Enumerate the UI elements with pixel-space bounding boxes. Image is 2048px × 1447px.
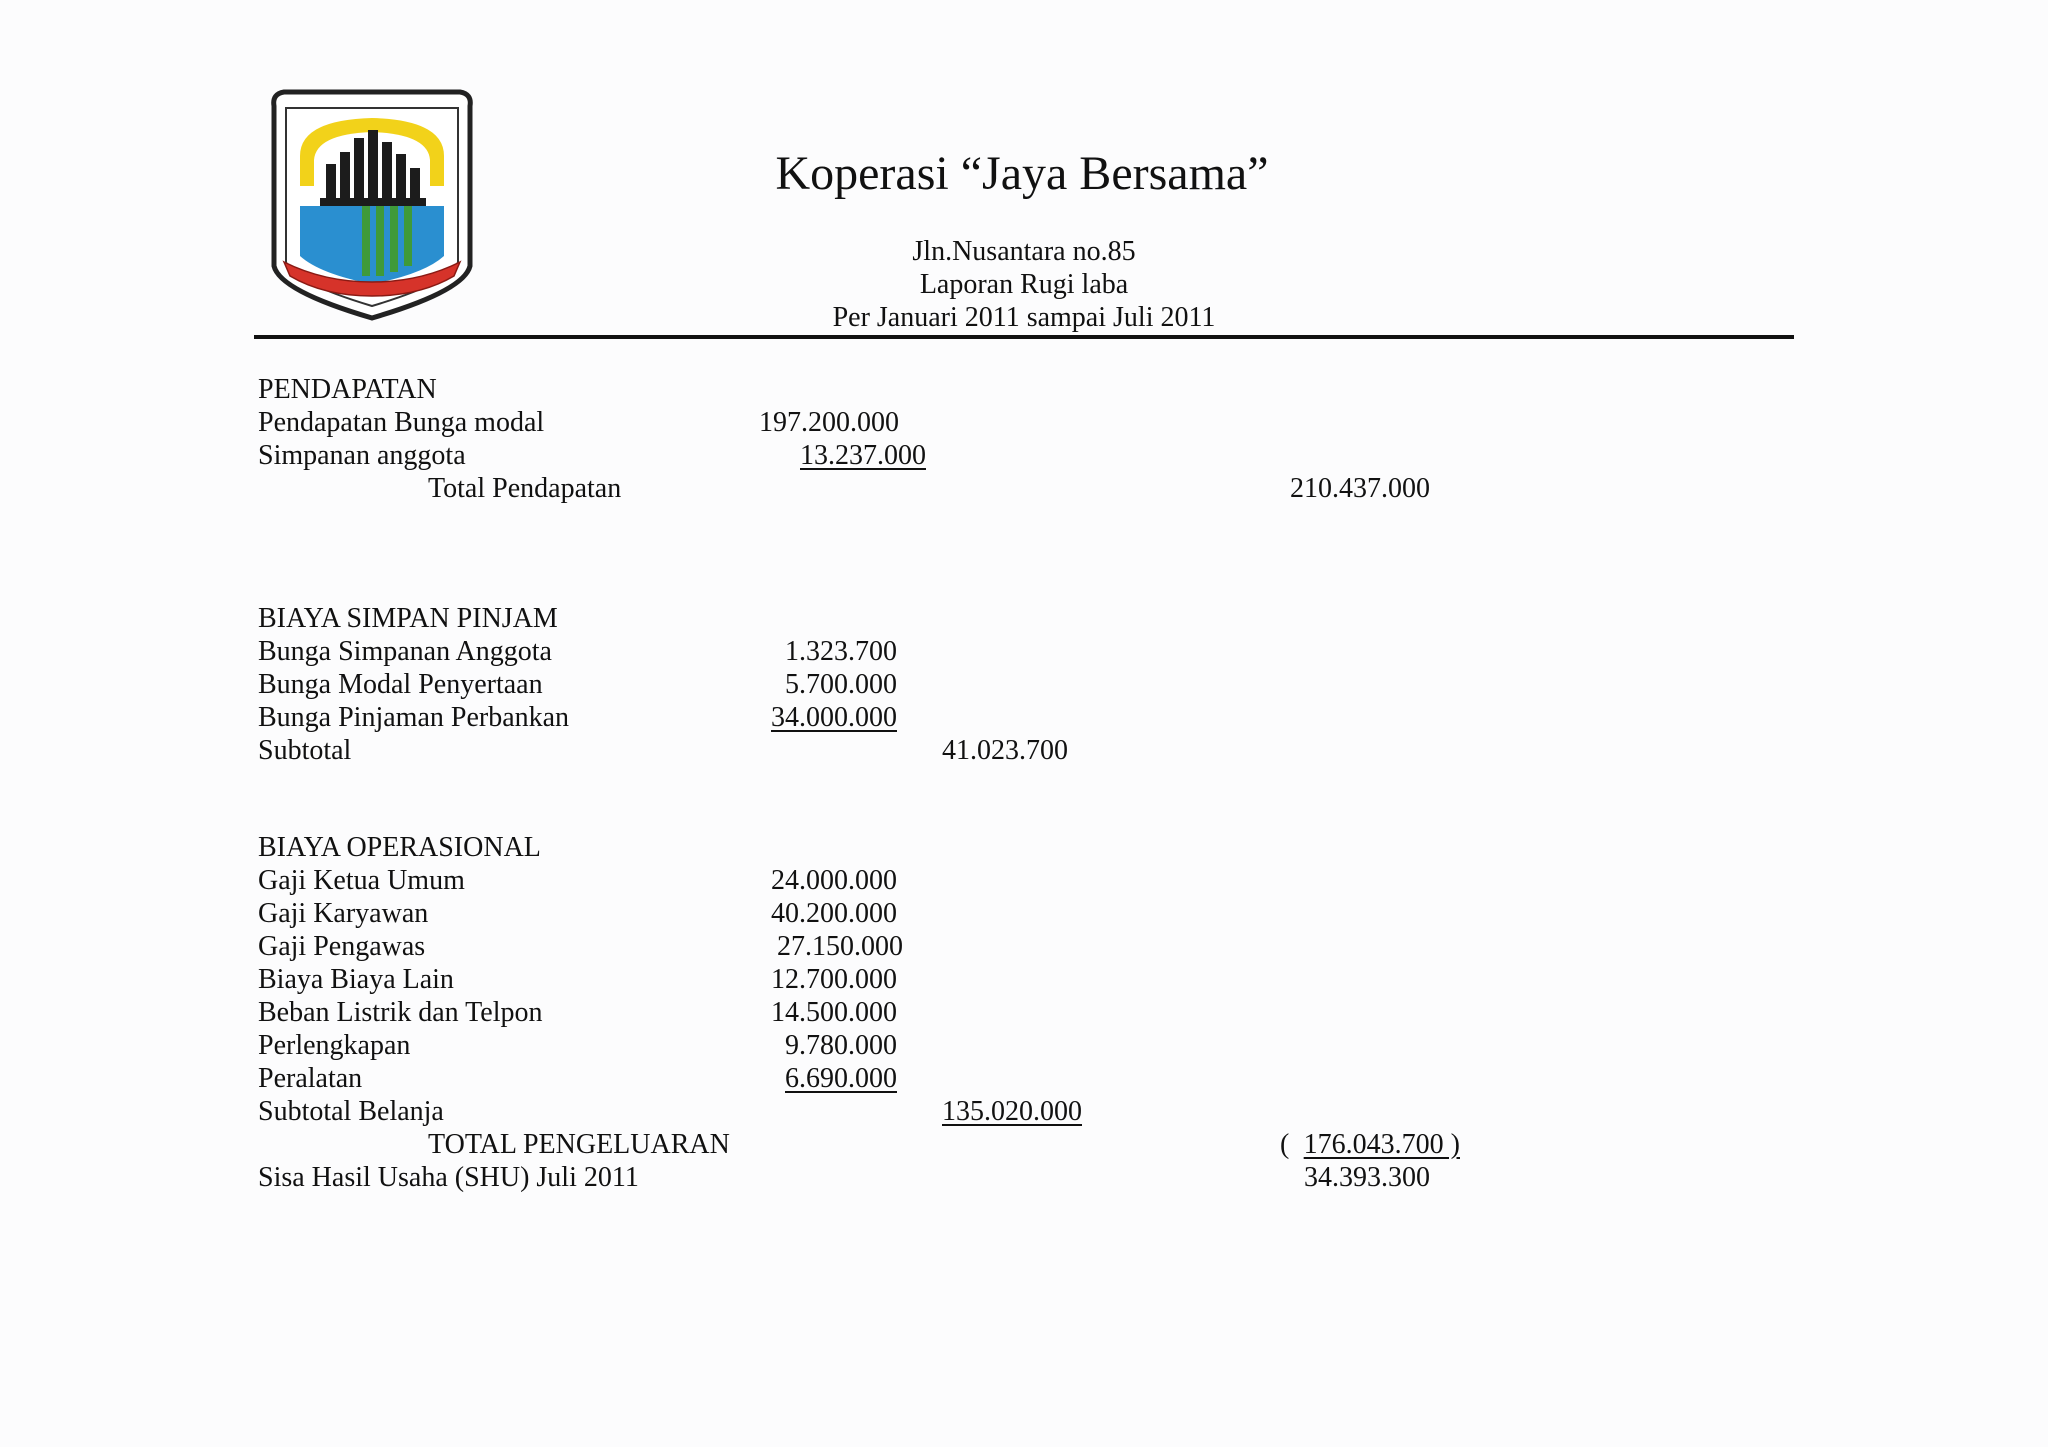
row-value: 197.200.000 (759, 407, 899, 438)
row-value: 9.780.000 (785, 1030, 897, 1061)
table-row (0, 898, 2048, 931)
page-title: Koperasi “Jaya Bersama” (775, 147, 1269, 200)
section-heading-biaya-operasional (0, 832, 2048, 865)
shu-label: Sisa Hasil Usaha (SHU) Juli 2011 (258, 1162, 639, 1193)
table-row (0, 669, 2048, 702)
table-row (0, 440, 2048, 473)
total-row (0, 473, 2048, 506)
total-value: 210.437.000 (1290, 473, 1430, 504)
row-label: Peralatan (258, 1063, 363, 1094)
report-name: Laporan Rugi laba (919, 269, 1129, 300)
table-row (0, 407, 2048, 440)
table-row (0, 964, 2048, 997)
row-value: 27.150.000 (777, 931, 903, 962)
table-row (0, 636, 2048, 669)
row-value: 40.200.000 (771, 898, 897, 929)
row-value: 14.500.000 (771, 997, 897, 1028)
row-value: 6.690.000 (785, 1063, 897, 1094)
shu-value: 34.393.300 (1304, 1162, 1430, 1193)
row-value: 1.323.700 (785, 636, 897, 667)
paren-open: ( (1280, 1129, 1290, 1160)
subtotal-label: Subtotal (258, 735, 352, 766)
row-value: 13.237.000 (800, 440, 926, 471)
table-row (0, 1063, 2048, 1096)
row-value: 5.700.000 (785, 669, 897, 700)
row-label: Beban Listrik dan Telpon (258, 997, 543, 1028)
subtotal-value: 41.023.700 (942, 735, 1068, 766)
row-label: Simpanan anggota (258, 440, 466, 471)
total-value: 176.043.700 ) (1303, 1129, 1460, 1160)
table-row (0, 997, 2048, 1030)
report-period: Per Januari 2011 sampai Juli 2011 (832, 302, 1216, 333)
row-label: Gaji Pengawas (258, 931, 426, 962)
subtotal-row (0, 1096, 2048, 1129)
section-heading-pendapatan (0, 374, 2048, 407)
row-label: Bunga Pinjaman Perbankan (258, 702, 570, 733)
row-label: Perlengkapan (258, 1030, 411, 1061)
row-label: Gaji Ketua Umum (258, 865, 465, 896)
row-value: 24.000.000 (771, 865, 897, 896)
total-label: TOTAL PENGELUARAN (428, 1129, 730, 1160)
section-heading-biaya-simpan-pinjam (0, 603, 2048, 636)
row-label: Biaya Biaya Lain (258, 964, 454, 995)
total-label: Total Pendapatan (428, 473, 622, 504)
table-row (0, 702, 2048, 735)
row-label: Gaji Karyawan (258, 898, 429, 929)
header-divider (254, 335, 1794, 339)
address-line: Jln.Nusantara no.85 (912, 236, 1136, 267)
row-value: 34.000.000 (771, 702, 897, 733)
shu-row (0, 1162, 2048, 1195)
row-label: Pendapatan Bunga modal (258, 407, 545, 438)
subtotal-label: Subtotal Belanja (258, 1096, 444, 1127)
section-heading: PENDAPATAN (258, 374, 437, 405)
section-heading: BIAYA OPERASIONAL (258, 832, 541, 863)
table-row (0, 865, 2048, 898)
subtotal-row (0, 735, 2048, 768)
table-row (0, 1030, 2048, 1063)
subtotal-value: 135.020.000 (942, 1096, 1082, 1127)
total-pengeluaran-row (0, 1129, 2048, 1162)
row-value: 12.700.000 (771, 964, 897, 995)
row-label: Bunga Simpanan Anggota (258, 636, 552, 667)
row-label: Bunga Modal Penyertaan (258, 669, 543, 700)
table-row (0, 931, 2048, 964)
section-heading: BIAYA SIMPAN PINJAM (258, 603, 558, 634)
